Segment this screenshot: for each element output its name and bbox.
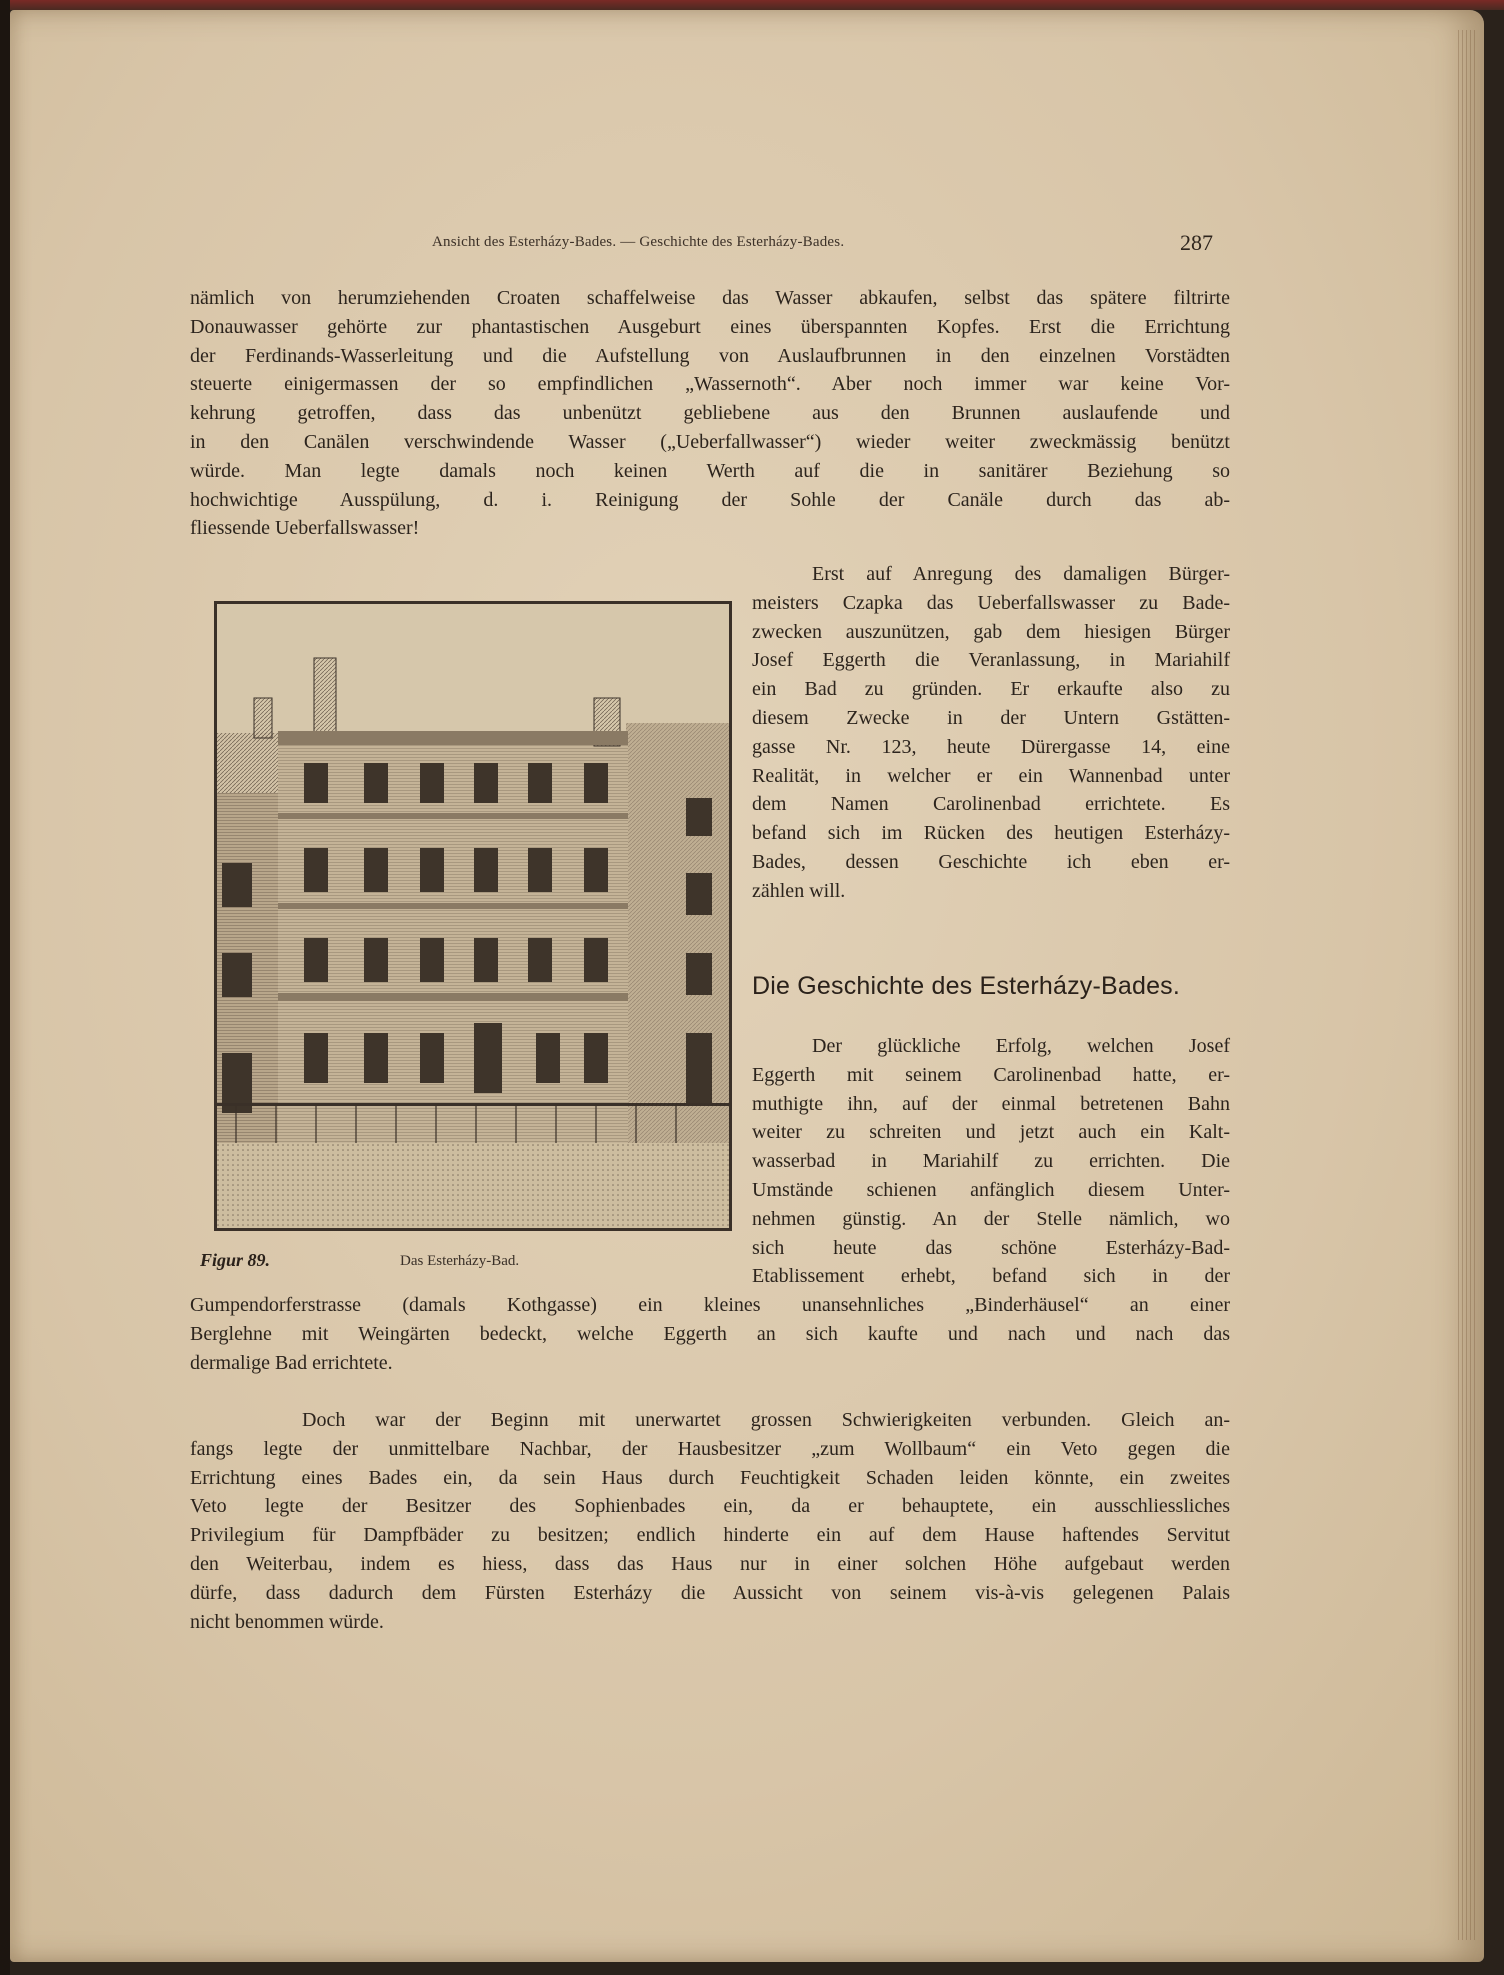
figure-label: Figur 89. (200, 1250, 271, 1270)
text-line: diesem Zwecke in der Untern Gstätten- (752, 706, 1230, 729)
text-line: Umstände schienen anfänglich diesem Unter- (752, 1178, 1230, 1201)
text-line: Der glückliche Erfolg, welchen Josef (812, 1035, 1230, 1057)
text-line: steuerte einigermassen der so empfindlichen „Wassernoth“. Aber noch immer war keine Vor- (190, 373, 1230, 396)
text-line: muthigte ihn, auf der einmal betretenen Bahn (752, 1092, 1230, 1115)
paragraph-4 (190, 1406, 1230, 1636)
text-line: Berglehne mit Weingärten bedeckt, welche Eggerth an sich kaufte und nach und nach das (190, 1322, 1230, 1345)
text-line: Privilegium für Dampfbäder zu besitzen; endlich hinderte ein auf dem Hause haftendes Servitut (190, 1524, 1230, 1547)
text-line: der Ferdinands-Wasserleitung und die Aufstellung von Auslaufbrunnen in den einzelnen Vorstädten (190, 344, 1230, 367)
building-illustration (214, 601, 732, 1231)
text-line: dermalige Bad errichtete. (190, 1351, 393, 1374)
figure-caption: Das Esterházy-Bad. (400, 1253, 520, 1269)
paragraph-3 (752, 1032, 1230, 1291)
binding-edge (0, 0, 10, 1975)
page-number: 287 (1180, 230, 1213, 255)
text-line: befand sich im Rücken des heutigen Esterházy- (752, 822, 1230, 845)
text-line: Erst auf Anregung des damaligen Bürger- (812, 563, 1230, 585)
section-heading: Die Geschichte des Esterházy-Bades. (752, 972, 1181, 1000)
text-line: weiter zu schreiten und jetzt auch ein Kalt- (752, 1121, 1230, 1144)
text-line: Josef Eggerth die Veranlassung, in Mariahilf (752, 649, 1230, 672)
text-line: nehmen günstig. An der Stelle nämlich, wo (752, 1207, 1230, 1230)
top-edge (0, 0, 1504, 10)
text-line: Etablissement erhebt, befand sich in der (752, 1265, 1230, 1288)
running-head: Ansicht des Esterházy-Bades. — Geschichte des Esterházy-Bades. (432, 234, 845, 250)
text-line: dürfe, dass dadurch dem Fürsten Esterházy die Aussicht von seinem vis-à-vis gelegenen Palais (190, 1581, 1230, 1604)
text-line: sich heute das schöne Esterházy-Bad- (752, 1236, 1230, 1259)
text-line: ein Bad zu gründen. Er erkaufte also zu (752, 678, 1230, 701)
paragraph-3-continued (190, 1291, 1230, 1377)
text-line: Gumpendorferstrasse (damals Kothgasse) ein kleines unansehnliches „Binderhäusel“ an einer (190, 1294, 1230, 1316)
text-line: zwecken auszunützen, gab dem hiesigen Bürger (752, 620, 1230, 643)
text-line: wasserbad in Mariahilf zu errichten. Die (752, 1150, 1230, 1173)
text-line: zählen will. (752, 879, 846, 902)
text-line: Realität, in welcher er ein Wannenbad unter (752, 764, 1230, 787)
text-line: würde. Man legte damals noch keinen Werth auf die in sanitärer Beziehung so (190, 459, 1230, 482)
text-line: Errichtung eines Bades ein, da sein Haus durch Feuchtigkeit Schaden leiden könnte, ein zweites (190, 1466, 1230, 1489)
text-line: nämlich von herumziehenden Croaten schaffelweise das Wasser abkaufen, selbst das spätere filtrirte (190, 287, 1230, 309)
page-edge-lines (1458, 30, 1476, 1940)
paragraph-2 (752, 560, 1230, 906)
text-line: den Weiterbau, indem es hiess, dass das Haus nur in einer solchen Höhe aufgebaut werden (190, 1552, 1230, 1575)
text-line: Bades, dessen Geschichte ich eben er- (752, 850, 1230, 873)
text-line: dem Namen Carolinenbad errichtete. Es (752, 793, 1230, 816)
text-line: Donauwasser gehörte zur phantastischen Ausgeburt eines überspannten Kopfes. Erst die Errichtung (190, 315, 1230, 338)
paragraph-1 (190, 284, 1230, 543)
text-line: meisters Czapka das Ueberfallswasser zu Bade- (752, 591, 1230, 614)
text-line: Veto legte der Besitzer des Sophienbades ein, da er behauptete, ein ausschliessliches (190, 1495, 1230, 1518)
text-line: hochwichtige Ausspülung, d. i. Reinigung der Sohle der Canäle durch das ab- (190, 488, 1230, 511)
text-line: fliessende Ueberfallswasser! (190, 517, 420, 540)
text-line: gasse Nr. 123, heute Dürergasse 14, eine (752, 735, 1230, 758)
text-line: kehrung getroffen, dass das unbenützt gebliebene aus den Brunnen auslaufende und (190, 402, 1230, 425)
text-line: Eggerth mit seinem Carolinenbad hatte, er- (752, 1063, 1230, 1086)
text-line: in den Canälen verschwindende Wasser („Ueberfallwasser“) wieder weiter zweckmässig benützt (190, 430, 1230, 453)
text-line: fangs legte der unmittelbare Nachbar, der Hausbesitzer „zum Wollbaum“ ein Veto gegen die (190, 1437, 1230, 1460)
text-line: Doch war der Beginn mit unerwartet grossen Schwierigkeiten verbunden. Gleich an- (302, 1409, 1230, 1431)
building-engraving (216, 603, 730, 1229)
text-line: nicht benommen würde. (190, 1610, 384, 1633)
